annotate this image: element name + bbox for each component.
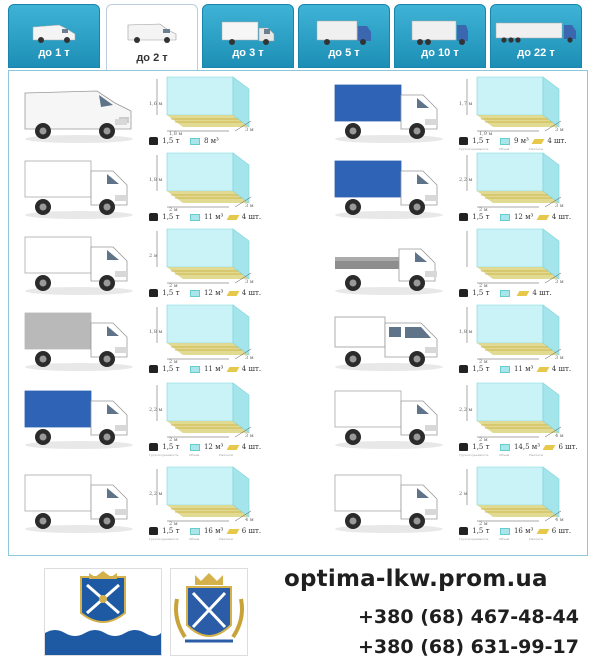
capacity-value: 1,5 т xyxy=(472,365,490,373)
cargo-length-label: 3 м xyxy=(555,355,564,361)
truck-image xyxy=(329,155,449,221)
cargo-dimensions-diagram xyxy=(149,227,255,289)
website-url[interactable]: optima-lkw.prom.ua xyxy=(284,566,548,592)
vehicle-card[interactable] xyxy=(19,227,299,305)
cargo-length-label: 3 м xyxy=(245,433,254,439)
pallet-icon xyxy=(226,215,239,220)
capacity-caption: Грузоподъемность xyxy=(459,453,489,457)
volume-value: 8 м³ xyxy=(203,137,219,145)
cargo-width-label: 2 м xyxy=(479,283,488,289)
large-truck-icon xyxy=(410,19,470,47)
vehicle-card[interactable] xyxy=(329,465,602,543)
capacity-value: 1,5 т xyxy=(472,443,490,451)
cargo-width-label: 2 м xyxy=(169,283,178,289)
volume-icon xyxy=(500,366,510,373)
tab-label: до 5 т xyxy=(328,47,360,59)
pallet-icon xyxy=(226,529,239,534)
volume-value: 11 м³ xyxy=(203,213,224,221)
truck-image xyxy=(19,469,139,535)
cargo-width-label: 1,9 м xyxy=(479,131,493,137)
truck-image xyxy=(329,79,449,145)
cargo-dimensions-diagram xyxy=(459,151,565,213)
capacity-value: 1,5 т xyxy=(162,443,180,451)
volume-value: 14,5 м³ xyxy=(513,443,540,451)
volume-value: 11 м³ xyxy=(203,365,224,373)
volume-icon xyxy=(500,138,510,145)
volume-icon xyxy=(190,444,200,451)
pallet-icon xyxy=(536,367,549,372)
weight-icon xyxy=(149,443,158,451)
weight-icon xyxy=(149,137,158,145)
volume-value: 12 м³ xyxy=(203,289,224,297)
truck-image xyxy=(19,79,139,145)
vehicle-specs xyxy=(149,365,261,379)
pallets-value: 4 шт. xyxy=(547,137,567,145)
truck-image xyxy=(329,307,449,373)
pallets-value: 6 шт. xyxy=(551,527,572,535)
weight-icon xyxy=(459,365,468,373)
pallets-value: 4 шт. xyxy=(241,443,262,451)
volume-value: 12 м³ xyxy=(513,213,534,221)
volume-icon xyxy=(190,528,200,535)
capacity-value: 1,5 т xyxy=(162,137,180,145)
vehicle-specs xyxy=(459,213,571,227)
pallets-value: 6 шт. xyxy=(558,443,578,451)
truck-image xyxy=(329,231,449,297)
volume-icon xyxy=(500,214,510,221)
pallet-icon xyxy=(226,445,239,450)
cargo-length-label: 3 м xyxy=(555,127,564,133)
cargo-length-label: 3 м xyxy=(555,279,564,285)
pallets-value: 6 шт. xyxy=(241,527,262,535)
volume-icon xyxy=(500,444,510,451)
cargo-width-label: 2 м xyxy=(479,437,488,443)
cargo-width-label: 2 м xyxy=(479,207,488,213)
pallets-value: 4 шт. xyxy=(551,213,572,221)
volume-icon xyxy=(190,214,200,221)
cargo-height-label: 1,6 м xyxy=(149,101,163,107)
volume-value: 11 м³ xyxy=(513,365,534,373)
pallet-icon xyxy=(226,367,239,372)
cargo-width-label: 2 м xyxy=(169,437,178,443)
capacity-value: 1,5 т xyxy=(472,137,490,145)
truck-image xyxy=(19,307,139,373)
vehicle-list-panel xyxy=(8,70,588,556)
city-coat-of-arms-logo xyxy=(44,568,162,656)
vehicle-card[interactable] xyxy=(329,227,602,305)
volume-icon xyxy=(500,528,510,535)
vehicle-specs xyxy=(459,137,567,151)
pallet-icon xyxy=(536,529,549,534)
pallets-value: 4 шт. xyxy=(551,365,572,373)
tab-up-to-22t[interactable] xyxy=(490,4,582,68)
weight-icon xyxy=(459,443,468,451)
box-truck-icon xyxy=(220,19,276,47)
vehicle-specs xyxy=(149,289,261,303)
weight-icon xyxy=(459,137,468,145)
tab-label: до 10 т xyxy=(421,47,459,59)
vehicle-specs xyxy=(459,443,578,457)
cargo-height-label: 2,2 м xyxy=(149,407,163,413)
cargo-length-label: 4 м xyxy=(245,517,254,523)
pallet-icon xyxy=(226,291,239,296)
capacity-caption: Грузоподъемность xyxy=(149,453,179,457)
cargo-height-label: 2,2 м xyxy=(459,177,473,183)
small-van-icon xyxy=(31,19,77,45)
capacity-value: 1,5 т xyxy=(162,527,180,535)
truck-image xyxy=(329,385,449,451)
pallets-value: 4 шт. xyxy=(241,365,262,373)
volume-caption: Объем xyxy=(499,453,510,457)
volume-caption: Объем xyxy=(189,537,200,541)
vehicle-card[interactable] xyxy=(19,151,299,229)
volume-icon xyxy=(190,366,200,373)
cargo-length-label: 3 м xyxy=(245,355,254,361)
capacity-caption: Грузоподъемность xyxy=(149,537,179,541)
truck-icon xyxy=(315,19,373,47)
cargo-height-label: 2 м xyxy=(459,491,468,497)
capacity-caption: Грузоподъемность xyxy=(459,537,489,541)
pallet-icon xyxy=(532,139,545,144)
pallets-caption: Паллеты xyxy=(529,453,544,457)
weight-icon xyxy=(149,527,158,535)
tab-up-to-1t[interactable] xyxy=(8,4,100,68)
cargo-height-label: 1,8 м xyxy=(149,329,163,335)
pallet-icon xyxy=(517,291,530,296)
vehicle-specs xyxy=(459,365,571,379)
truck-image xyxy=(329,469,449,535)
pallet-icon xyxy=(543,445,556,450)
cargo-length-label: 3 м xyxy=(245,127,254,133)
pallet-icon xyxy=(536,215,549,220)
tab-label: до 1 т xyxy=(38,47,70,59)
volume-caption: Объем xyxy=(189,453,200,457)
phone-number-1[interactable]: +380 (68) 467-48-44 xyxy=(358,606,579,628)
tab-up-to-10t[interactable] xyxy=(394,4,486,68)
cargo-length-label: 3 м xyxy=(245,203,254,209)
cargo-dimensions-diagram xyxy=(459,75,565,137)
vehicle-card[interactable] xyxy=(329,75,602,153)
pallets-caption: Паллеты xyxy=(529,537,544,541)
cargo-height-label: 1,8 м xyxy=(459,329,473,335)
tab-label: до 2 т xyxy=(136,52,168,64)
cargo-dimensions-diagram xyxy=(459,381,565,443)
volume-value: 16 м³ xyxy=(203,527,224,535)
cargo-dimensions-diagram xyxy=(149,381,255,443)
vehicle-card[interactable] xyxy=(19,75,299,153)
vehicle-card[interactable] xyxy=(329,381,602,459)
vehicle-specs xyxy=(149,213,261,227)
cargo-height-label: 2,2 м xyxy=(149,491,163,497)
weight-class-tabs xyxy=(8,4,588,72)
capacity-value: 1,5 т xyxy=(162,213,180,221)
weight-icon xyxy=(149,213,158,221)
vehicle-card[interactable] xyxy=(329,303,602,381)
cargo-dimensions-diagram xyxy=(459,227,565,289)
pallets-value: 4 шт. xyxy=(241,289,262,297)
cargo-height-label: 1,7 м xyxy=(459,101,473,107)
volume-caption: Объем xyxy=(499,147,510,151)
pallets-caption: Паллеты xyxy=(529,147,544,151)
tab-label: до 22 т xyxy=(517,47,555,59)
weight-icon xyxy=(149,289,158,297)
weight-icon xyxy=(459,289,468,297)
capacity-value: 1,5 т xyxy=(472,289,490,297)
vehicle-specs xyxy=(149,443,261,457)
weight-icon xyxy=(459,527,468,535)
weight-icon xyxy=(149,365,158,373)
capacity-value: 1,5 т xyxy=(162,289,180,297)
tab-label: до 3 т xyxy=(232,47,264,59)
vehicle-specs xyxy=(149,137,219,151)
tab-up-to-2t[interactable] xyxy=(106,4,198,72)
volume-icon xyxy=(190,290,200,297)
cargo-width-label: 2 м xyxy=(169,521,178,527)
van-icon xyxy=(126,19,178,45)
phone-number-2[interactable]: +380 (68) 631-99-17 xyxy=(358,636,579,658)
vehicle-card[interactable] xyxy=(329,151,602,229)
volume-caption: Объем xyxy=(499,537,510,541)
truck-image xyxy=(19,231,139,297)
cargo-dimensions-diagram xyxy=(149,303,255,365)
cargo-height-label: 2,2 м xyxy=(459,407,473,413)
cargo-width-label: 2 м xyxy=(479,521,488,527)
truck-image xyxy=(19,385,139,451)
capacity-value: 1,5 т xyxy=(472,213,490,221)
pallets-value: 4 шт. xyxy=(532,289,552,297)
cargo-width-label: 1,8 м xyxy=(169,131,183,137)
cargo-width-label: 2 м xyxy=(169,359,178,365)
cargo-length-label: 3 м xyxy=(555,203,564,209)
semi-truck-icon xyxy=(494,19,578,47)
cargo-dimensions-diagram xyxy=(149,75,255,137)
capacity-caption: Грузоподъемность xyxy=(459,147,489,151)
cargo-width-label: 2 м xyxy=(169,207,178,213)
cargo-length-label: 4 м xyxy=(555,433,564,439)
cargo-length-label: 3 м xyxy=(245,279,254,285)
cargo-width-label: 2 м xyxy=(479,359,488,365)
cargo-dimensions-diagram xyxy=(459,465,565,527)
vehicle-specs xyxy=(459,289,552,303)
pallets-caption: Паллеты xyxy=(219,537,234,541)
volume-icon xyxy=(190,138,200,145)
capacity-value: 1,5 т xyxy=(162,365,180,373)
capacity-value: 1,5 т xyxy=(472,527,490,535)
vehicle-card[interactable] xyxy=(19,381,299,459)
vehicle-specs xyxy=(149,527,261,541)
volume-value: 16 м³ xyxy=(513,527,534,535)
weight-icon xyxy=(459,213,468,221)
vehicle-card[interactable] xyxy=(19,465,299,543)
vehicle-card[interactable] xyxy=(19,303,299,381)
volume-value: 9 м³ xyxy=(513,137,529,145)
volume-icon xyxy=(500,290,510,297)
cargo-height-label: 2 м xyxy=(149,253,158,259)
pallets-value: 4 шт. xyxy=(241,213,262,221)
cargo-dimensions-diagram xyxy=(459,303,565,365)
cargo-length-label: 4 м xyxy=(555,517,564,523)
cargo-dimensions-diagram xyxy=(149,465,255,527)
region-coat-of-arms-logo xyxy=(170,568,248,656)
cargo-height-label: 1,8 м xyxy=(149,177,163,183)
pallets-caption: Паллеты xyxy=(219,453,234,457)
cargo-dimensions-diagram xyxy=(149,151,255,213)
tab-up-to-3t[interactable] xyxy=(202,4,294,68)
tab-up-to-5t[interactable] xyxy=(298,4,390,68)
truck-image xyxy=(19,155,139,221)
vehicle-specs xyxy=(459,527,571,541)
volume-value: 12 м³ xyxy=(203,443,224,451)
